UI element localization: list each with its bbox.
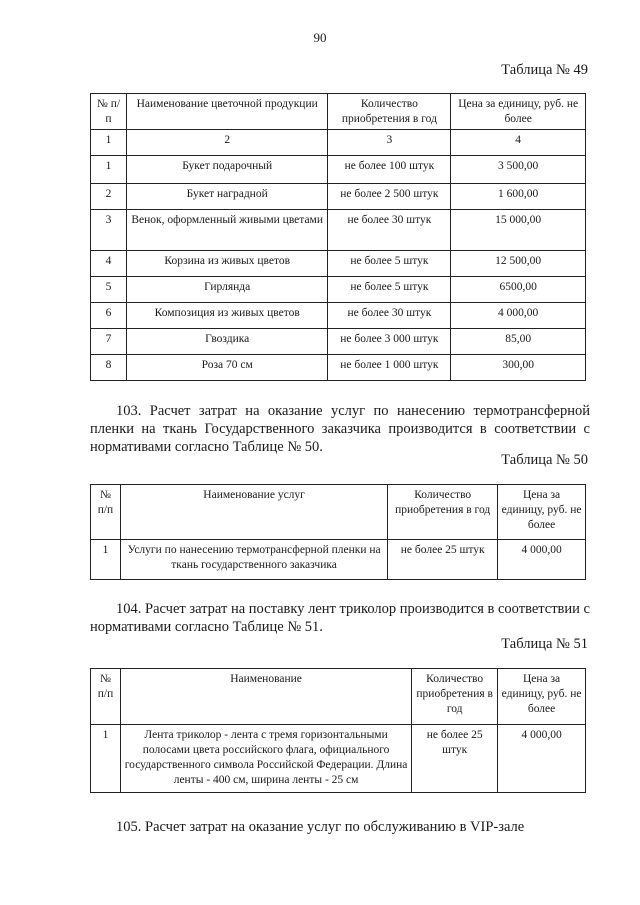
header-cell: Наименование <box>120 669 411 725</box>
table-cell: Корзина из живых цветов <box>126 251 328 277</box>
header-cell: Наименование услуг <box>120 485 387 540</box>
header-cell: № п/п <box>91 485 121 540</box>
header-cell: Количество приобретения в год <box>412 669 498 725</box>
table-cell: Гвоздика <box>126 329 328 355</box>
column-number-cell: 4 <box>451 130 586 156</box>
table-cell: 300,00 <box>451 355 586 381</box>
table-cell: 7 <box>91 329 127 355</box>
header-cell: Цена за единицу, руб. не более <box>451 94 586 130</box>
table-cell: не более 30 штук <box>328 210 451 251</box>
table-header-row <box>91 669 586 725</box>
table-cell: не более 30 штук <box>328 303 451 329</box>
table-row <box>91 210 586 251</box>
header-cell: Наименование цветочной продукции <box>126 94 328 130</box>
table-row <box>91 725 586 793</box>
table-row <box>91 251 586 277</box>
paragraph-105: 105. Расчет затрат на оказание услуг по обслуживанию в VIP-зале <box>116 819 525 835</box>
table-cell: не более 5 штук <box>328 251 451 277</box>
table-50-caption: Таблица № 50 <box>501 452 588 468</box>
header-cell: № п/п <box>91 669 121 725</box>
table-cell: Букет подарочный <box>126 156 328 184</box>
table-cell: 4 000,00 <box>451 303 586 329</box>
column-number-cell: 2 <box>126 130 328 156</box>
table-cell: Венок, оформленный живыми цветами <box>126 210 328 251</box>
table-cell: 1 <box>91 725 121 793</box>
table-cell: 2 <box>91 184 127 210</box>
table-cell: 15 000,00 <box>451 210 586 251</box>
table-cell: Гирлянда <box>126 277 328 303</box>
table-cell: Композиция из живых цветов <box>126 303 328 329</box>
table-row <box>91 329 586 355</box>
table-cell: 6500,00 <box>451 277 586 303</box>
table-cell: не более 25 штук <box>412 725 498 793</box>
table-cell: Услуги по нанесению термотрансферной пленки на ткань государственного заказчика <box>120 540 387 580</box>
table-cell: 12 500,00 <box>451 251 586 277</box>
header-cell: Цена за единицу, руб. не более <box>498 669 586 725</box>
table-row <box>91 277 586 303</box>
table-row <box>91 156 586 184</box>
header-cell: Количество приобретения в год <box>328 94 451 130</box>
table-49 <box>90 93 586 381</box>
table-cell: 6 <box>91 303 127 329</box>
table-49-caption: Таблица № 49 <box>501 62 588 78</box>
table-row <box>91 184 586 210</box>
table-row <box>91 303 586 329</box>
column-number-cell: 1 <box>91 130 127 156</box>
table-cell: Роза 70 см <box>126 355 328 381</box>
table-cell: 3 <box>91 210 127 251</box>
table-51 <box>90 668 586 793</box>
paragraph-103: 103. Расчет затрат на оказание услуг по нанесению термотрансферной пленки на ткань Государственного заказчика производится в соответствии с нормативами согласно Таблице № 50. <box>90 403 590 455</box>
table-header-row <box>91 485 586 540</box>
table-cell: 85,00 <box>451 329 586 355</box>
column-number-cell: 3 <box>328 130 451 156</box>
table-cell: не более 25 штук <box>388 540 498 580</box>
table-cell: не более 1 000 штук <box>328 355 451 381</box>
paragraph-104: 104. Расчет затрат на поставку лент триколор производится в соответствии с нормативами согласно Таблице № 51. <box>90 601 590 635</box>
table-cell: 1 600,00 <box>451 184 586 210</box>
table-cell: 4 000,00 <box>498 725 586 793</box>
header-cell: Цена за единицу, руб. не более <box>498 485 586 540</box>
table-cell: не более 100 штук <box>328 156 451 184</box>
table-cell: 8 <box>91 355 127 381</box>
table-cell: 1 <box>91 540 121 580</box>
table-50 <box>90 484 586 580</box>
table-cell: не более 2 500 штук <box>328 184 451 210</box>
table-cell: Букет наградной <box>126 184 328 210</box>
table-cell: 4 <box>91 251 127 277</box>
table-cell: не более 5 штук <box>328 277 451 303</box>
table-cell: 3 500,00 <box>451 156 586 184</box>
table-cell: 1 <box>91 156 127 184</box>
page-number: 90 <box>313 30 327 45</box>
table-row <box>91 355 586 381</box>
table-51-caption: Таблица № 51 <box>501 636 588 652</box>
header-cell: Количество приобретения в год <box>388 485 498 540</box>
column-number-row <box>91 130 586 156</box>
table-cell: 5 <box>91 277 127 303</box>
table-cell: не более 3 000 штук <box>328 329 451 355</box>
table-cell: 4 000,00 <box>498 540 586 580</box>
table-cell: Лента триколор - лента с тремя горизонтальными полосами цвета российского флага, официального государственного символа Российской Федерации. Длина ленты - 400 см, ширина ленты - 25 см <box>120 725 411 793</box>
table-row <box>91 540 586 580</box>
header-cell: № п/п <box>91 94 127 130</box>
table-header-row <box>91 94 586 130</box>
